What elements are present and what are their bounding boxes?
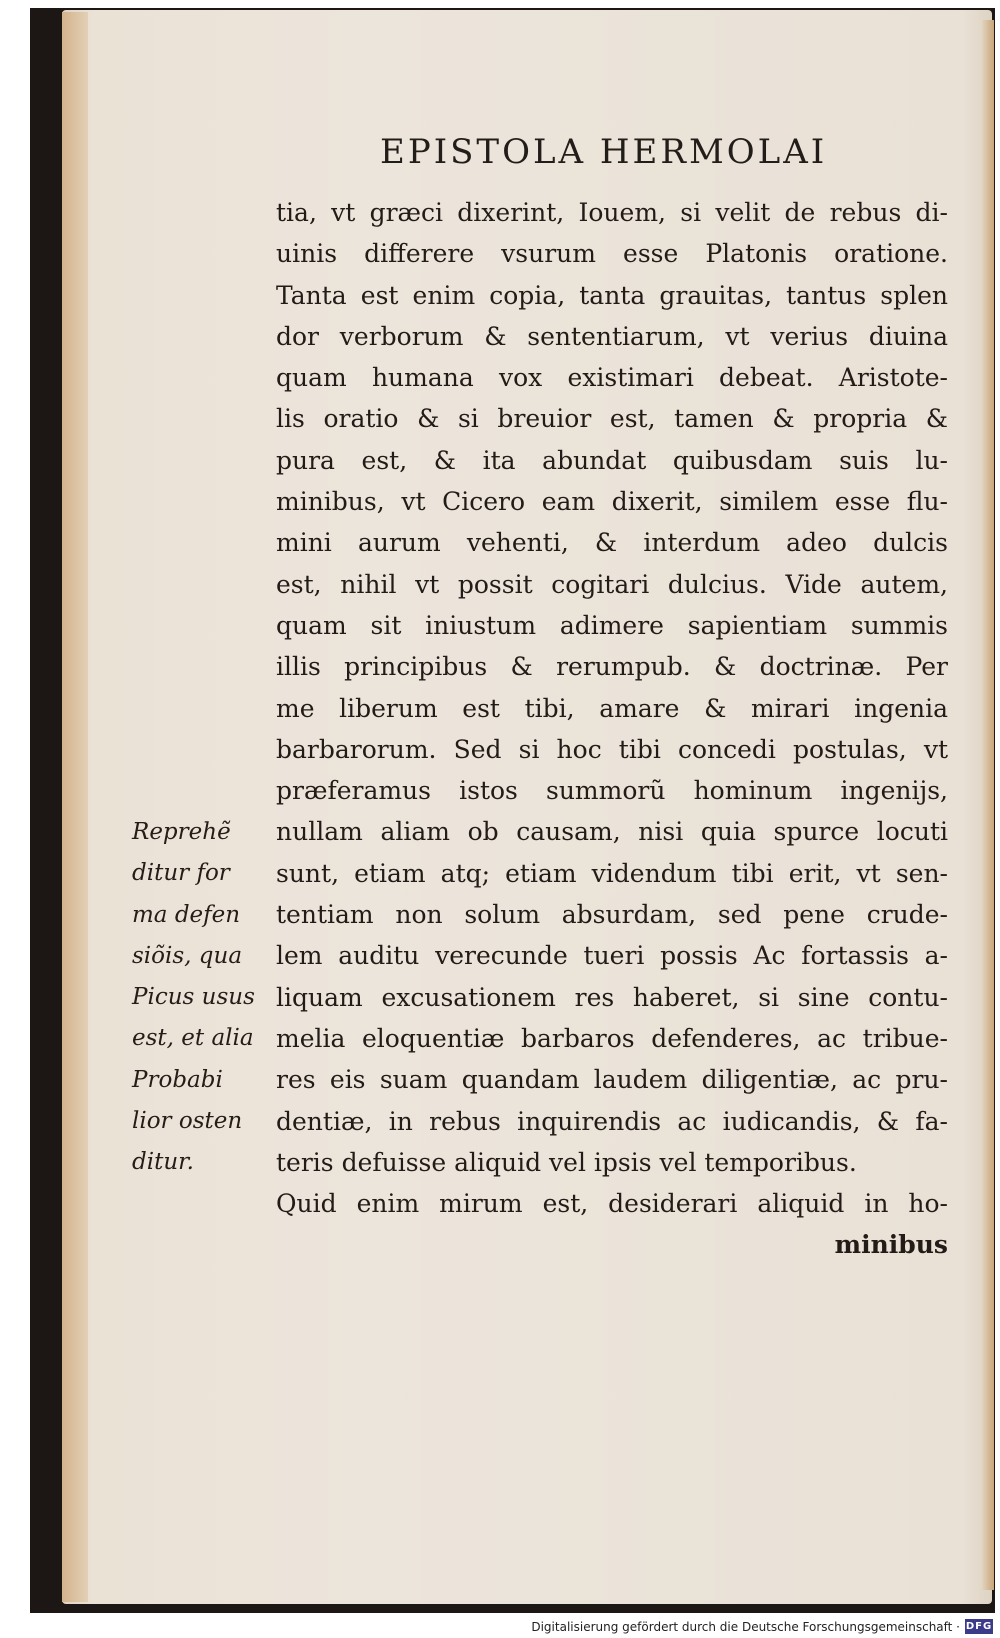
body-line: tia, vt græci dixerint, Iouem, si velit de rebus di- [276,198,948,227]
body-text [276,192,948,1266]
marginal-line: siõis, qua [132,942,243,969]
running-head: EPISTOLA HERMOLAI [380,132,828,172]
body-line: barbarorum. Sed si hoc tibi concedi postulas, vt [276,734,948,764]
body-line: res eis suam quandam laudem diligentiæ, ac pru- [276,1065,948,1095]
body-line: illis principibus & rerumpub. & doctrinæ. Per [276,652,948,682]
body-line: me liberum est tibi, amare & mirari ingenia [276,693,948,723]
marginal-line: Picus usus [132,984,255,1011]
body-line: sunt, etiam atq; etiam videndum tibi erit, vt sen- [276,858,948,888]
marginal-line: Reprehẽ [132,819,231,845]
body-line: tentiam non solum absurdam, sed pene crude- [276,900,948,930]
body-line: dor verborum & sententiarum, vt verius diuina [276,321,948,351]
marginal-note [132,812,264,1184]
page-edge-left [62,12,88,1602]
body-line: minibus, vt Cicero eam dixerit, similem esse flu- [276,487,948,517]
body-line: est, nihil vt possit cogitari dulcius. Vide autem, [276,569,948,599]
page-edge-right [982,20,994,1590]
body-line: lis oratio & si breuior est, tamen & propria & [276,404,948,434]
body-line: Tanta est enim copia, tanta grauitas, tantus splen [276,280,948,310]
body-line: quam humana vox existimari debeat. Aristote- [276,363,948,393]
dfg-logo-icon: DFG [965,1621,993,1632]
body-line: quam sit iniustum adimere sapientiam summis [276,610,948,640]
marginal-line: ma defen [132,901,241,928]
body-line: lem auditu verecunde tueri possis Ac fortassis a- [276,941,948,971]
marginal-line: ditur. [132,1149,194,1176]
body-line: nullam aliam ob causam, nisi quia spurce locuti [276,817,948,847]
body-line: præferamus istos summorũ hominum ingenijs, [276,776,948,806]
marginal-line: lior osten [132,1108,243,1135]
body-line: mini aurum vehenti, & interdum adeo dulcis [276,528,948,558]
marginal-line: est, et alia [132,1025,254,1052]
body-line: liquam excusationem res haberet, si sine contu- [276,982,948,1012]
body-line: melia eloquentiæ barbaros defenderes, ac tribue- [276,1023,948,1053]
body-line: uinis differere vsurum esse Platonis oratione. [276,239,948,269]
body-line: pura est, & ita abundat quibusdam suis lu- [276,445,948,475]
marginal-line: ditur for [132,860,230,887]
body-line: teris defuisse aliquid vel ipsis vel temporibus. [276,1147,857,1177]
catchword: minibus [834,1230,948,1260]
body-line: Quid enim mirum est, desiderari aliquid in ho- [276,1189,948,1219]
marginal-line: Probabi [132,1066,223,1093]
body-line: dentiæ, in rebus inquirendis ac iudicandis, & fa- [276,1106,948,1136]
footer-credit: Digitalisierung gefördert durch die Deutsche Forschungsgemeinschaft · [531,1620,960,1634]
